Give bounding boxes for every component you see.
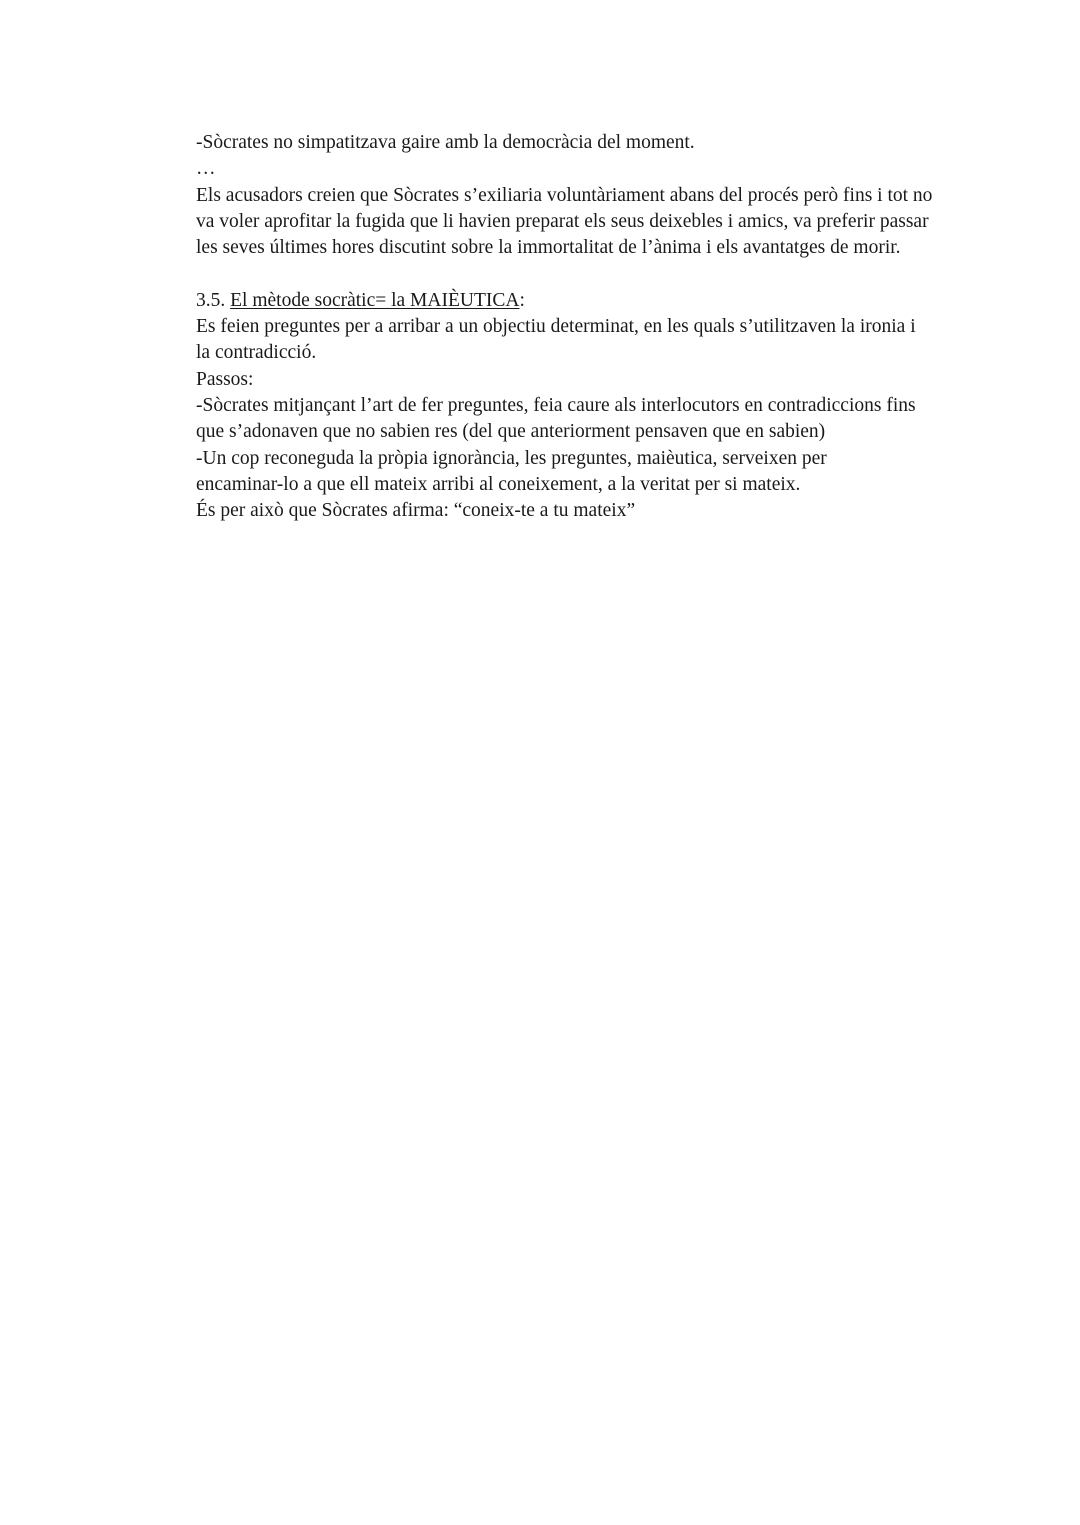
step-line: -Un cop reconeguda la pròpia ignorància, les preguntes, maièutica, serveixen per bbox=[196, 447, 827, 469]
step-line: que s’adonaven que no sabien res (del que anteriorment pensaven que en sabien) bbox=[196, 421, 826, 443]
conclusion-line: És per això que Sòcrates afirma: “coneix-te a tu mateix” bbox=[196, 500, 636, 522]
paragraph-accusers bbox=[196, 183, 976, 262]
blank-line bbox=[196, 261, 976, 287]
paragraph-line: Es feien preguntes per a arribar a un objectiu determinat, en les quals s’utilitzaven la ironia i bbox=[196, 316, 916, 338]
steps-label: Passos: bbox=[196, 368, 254, 390]
steps-list bbox=[196, 393, 976, 498]
step-line: -Sòcrates mitjançant l’art de fer preguntes, feia caure als interlocutors en contradiccions fins bbox=[196, 394, 916, 416]
ellipsis-line: … bbox=[196, 158, 216, 180]
section-colon: : bbox=[519, 289, 525, 311]
section-number: 3.5. bbox=[196, 289, 231, 311]
paragraph-line: les seves últimes hores discutint sobre la immortalitat de l’ànima i els avantatges de morir. bbox=[196, 237, 901, 259]
section-heading bbox=[196, 288, 976, 314]
paragraph-line: Els acusadors creien que Sòcrates s’exiliaria voluntàriament abans del procés però fins i tot no bbox=[196, 184, 933, 206]
step-line: encaminar-lo a que ell mateix arribi al coneixement, a la veritat per si mateix. bbox=[196, 473, 801, 495]
paragraph-line: va voler aprofitar la fugida que li havien preparat els seus deixebles i amics, va preferir passar bbox=[196, 210, 929, 232]
section-title: El mètode socràtic= la MAIÈUTICA bbox=[230, 289, 520, 311]
section-intro bbox=[196, 314, 976, 367]
paragraph-line: la contradicció. bbox=[196, 342, 317, 364]
document-page bbox=[196, 130, 976, 524]
text-line-democracy: -Sòcrates no simpatitzava gaire amb la democràcia del moment. bbox=[196, 132, 695, 153]
